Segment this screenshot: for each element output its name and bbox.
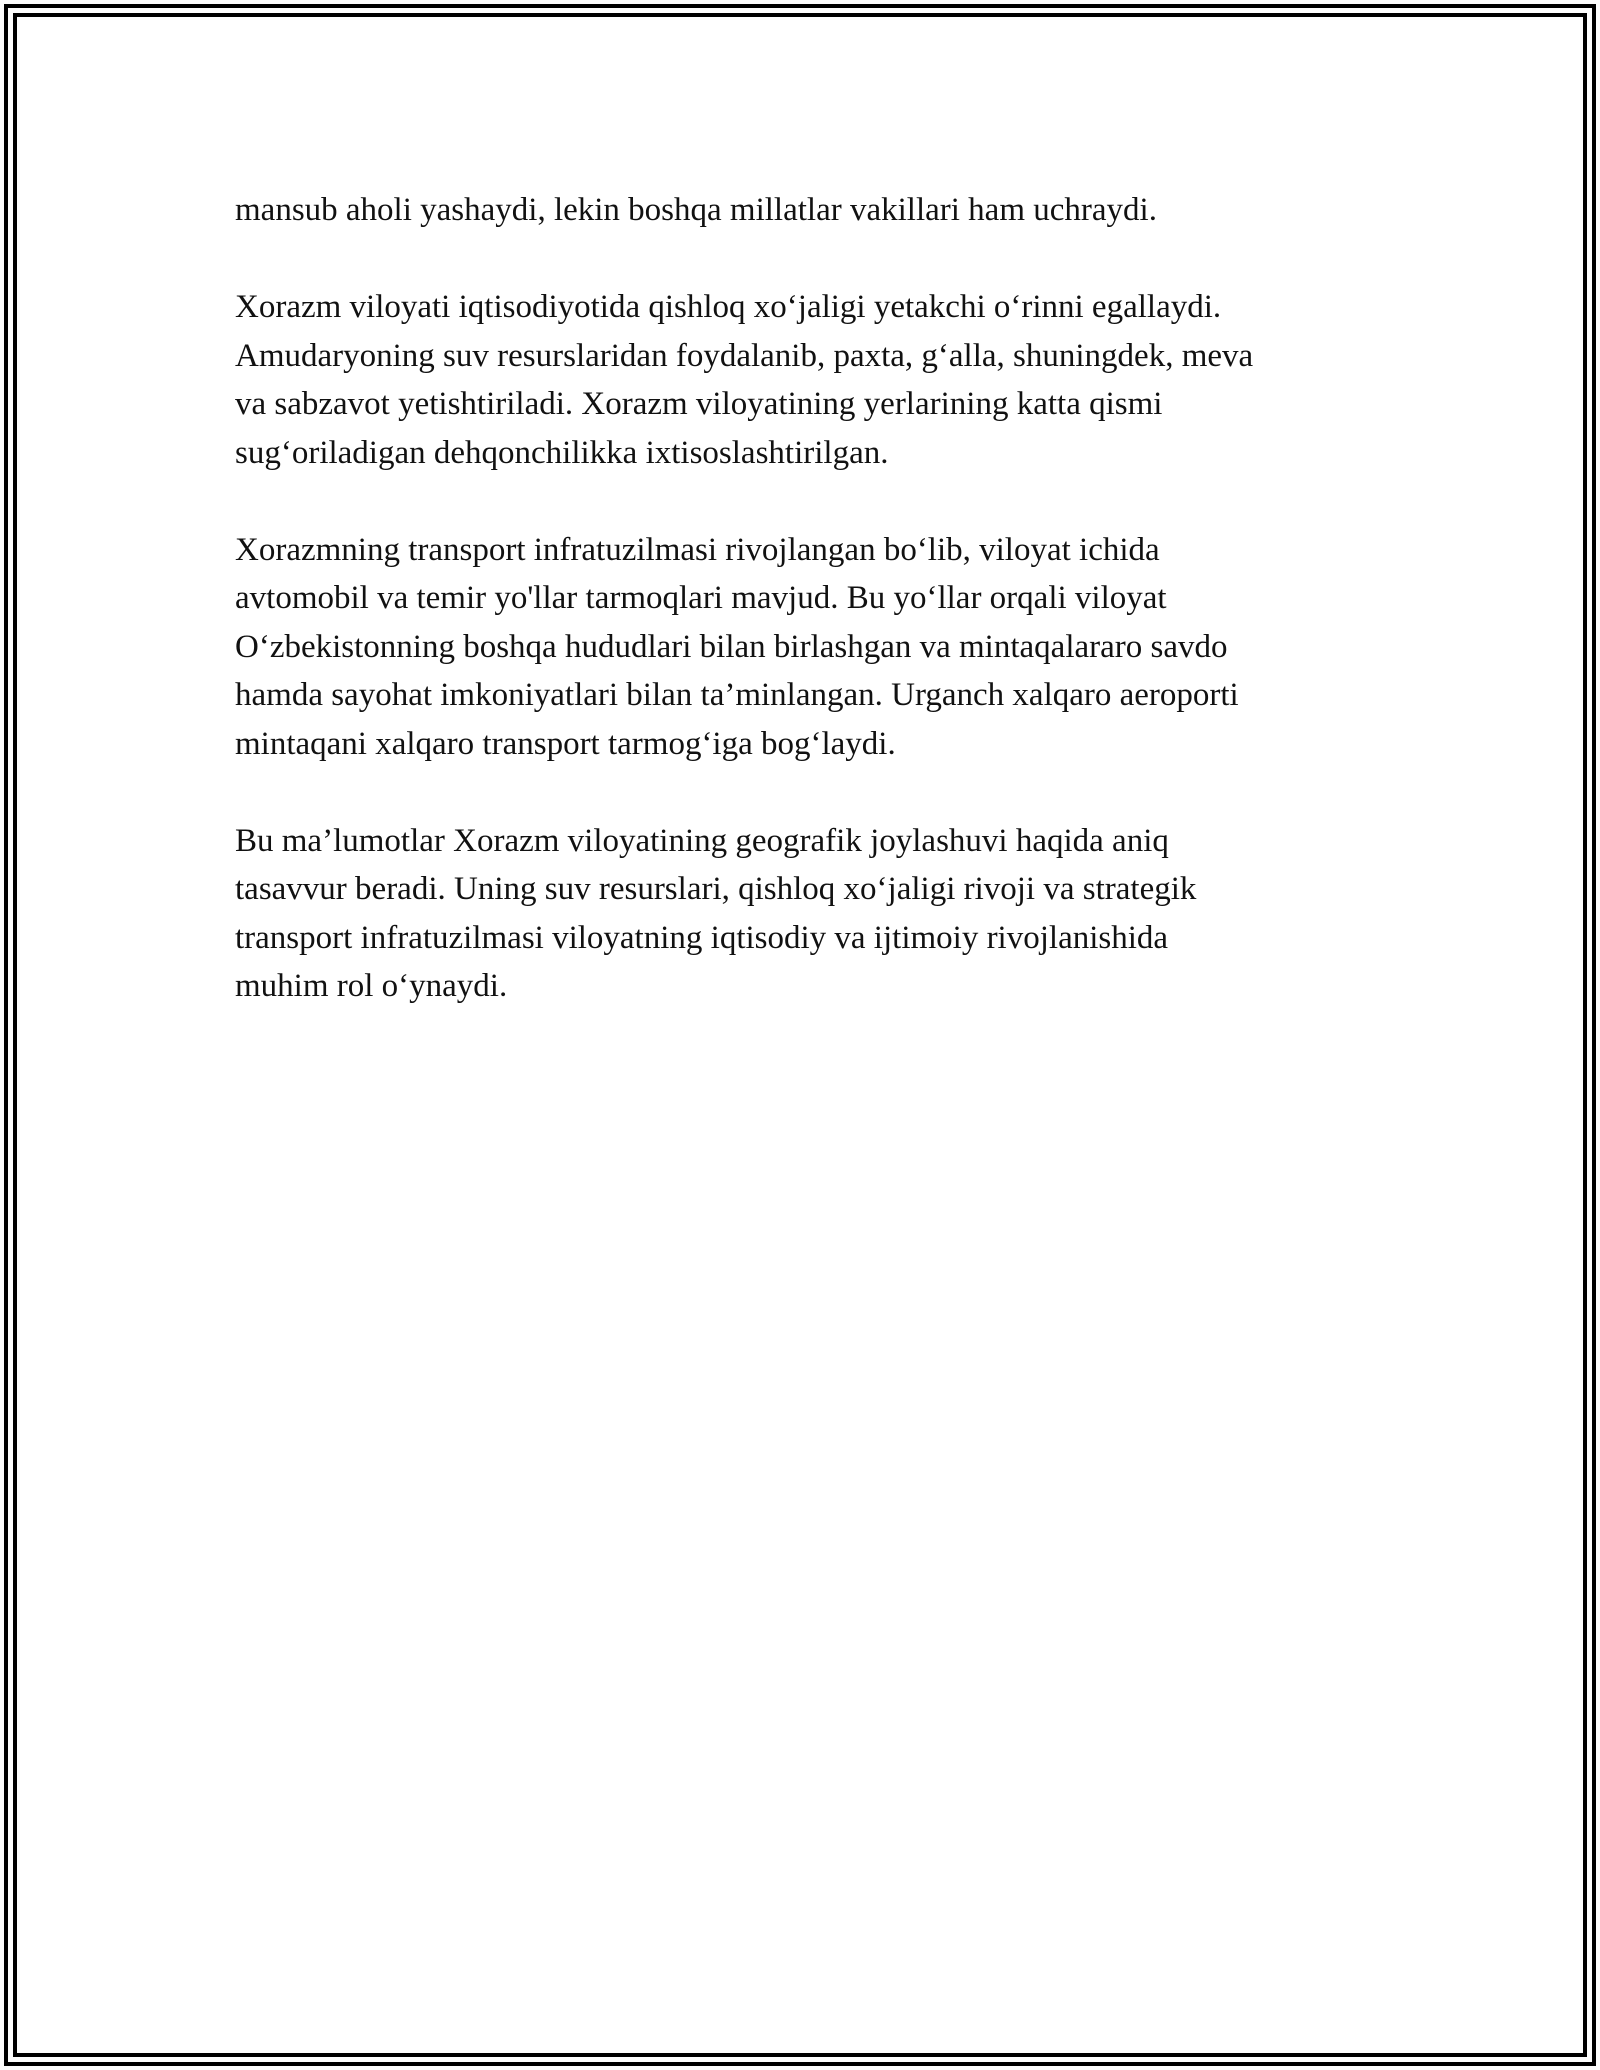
paragraph-transport: Xorazmning transport infratuzilmasi rivojlangan bo‘lib, viloyat ichida avtomobil va temir yo'llar tarmoqlari mavjud. Bu yo‘llar orqali viloyat O‘zbekistonning boshqa hududlari bilan birlashgan va mintaqalararo savdo hamda sayohat imkoniyatlari bilan ta’minlangan. Urganch xalqaro aeroporti mintaqani xalqaro transport tarmog‘iga bog‘laydi. xyxy=(235,531,1239,762)
paragraph-conclusion: Bu ma’lumotlar Xorazm viloyatining geografik joylashuvi haqida aniq tasavvur beradi. Uning suv resurslari, qishloq xo‘jaligi rivoji va strategik transport infratuzilmasi viloyatning iqtisodiy va ijtimoiy rivojlanishida muhim rol o‘ynaydi. xyxy=(235,822,1197,1004)
paragraph-population: mansub aholi yashaydi, lekin boshqa millatlar vakillari ham uchraydi. xyxy=(235,192,1157,228)
paragraph-agriculture: Xorazm viloyati iqtisodiyotida qishloq xo‘jaligi yetakchi o‘rinni egallaydi. Amudaryoning suv resurslaridan foydalanib, paxta, g‘alla, shuningdek, meva va sabzavot yetishtiriladi. Xorazm viloyatining yerlarining katta qismi sug‘oriladigan dehqonchilikka ixtisoslashtirilgan. xyxy=(235,289,1254,471)
document-body xyxy=(235,186,1385,1059)
